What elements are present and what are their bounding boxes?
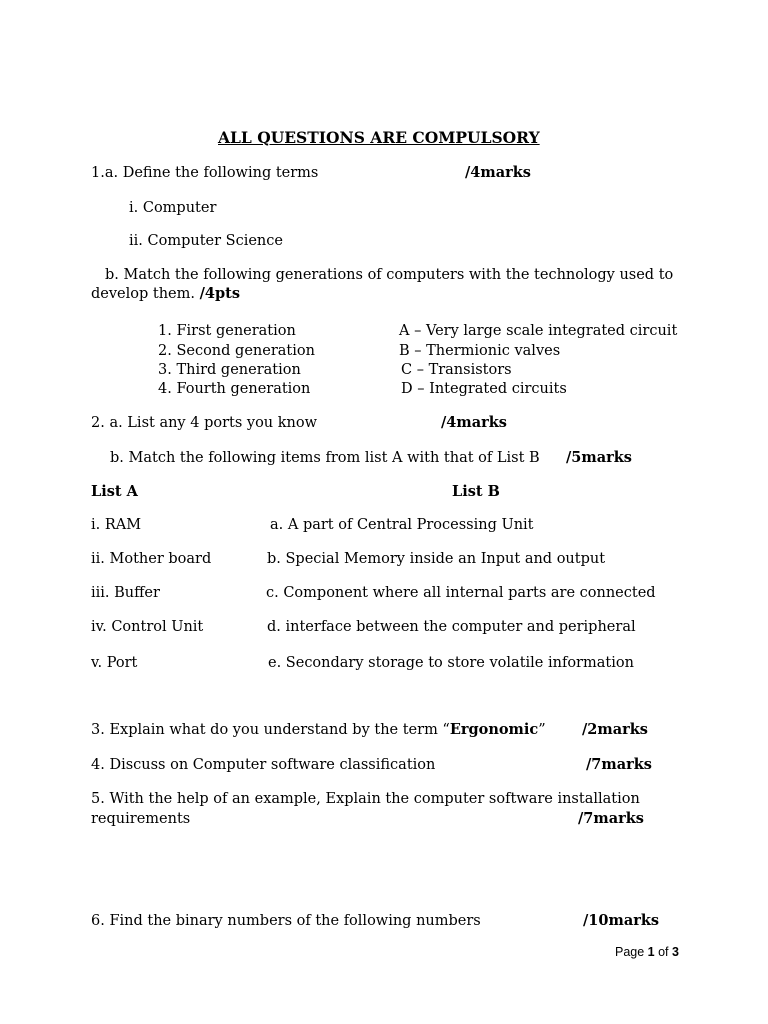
q1-term-1: i. Computer: [129, 200, 217, 216]
q2b-text: b. Match the following items from list A with that of List B: [110, 450, 540, 466]
page-number-prefix: Page: [615, 945, 648, 959]
list-b-item: e. Secondary storage to store volatile information: [268, 655, 634, 671]
q4-text: 4. Discuss on Computer software classification: [91, 757, 436, 773]
technology-c: C – Transistors: [401, 362, 512, 378]
q1b-marks: /4pts: [199, 285, 240, 302]
technology-d: D – Integrated circuits: [401, 381, 567, 397]
list-b-item: b. Special Memory inside an Input and output: [267, 551, 606, 567]
list-b-item: d. interface between the computer and peripheral: [267, 619, 636, 635]
technology-a: A – Very large scale integrated circuit: [399, 323, 678, 339]
q2b-marks: /5marks: [566, 449, 632, 466]
generation-4: 4. Fourth generation: [158, 381, 311, 397]
q3-term: Ergonomic: [449, 721, 539, 738]
q3-text-after: ”: [538, 722, 546, 738]
list-a-item: i. RAM: [91, 517, 142, 533]
q5-text-line2: requirements: [91, 811, 191, 827]
q6-marks: /10marks: [583, 912, 660, 929]
generation-3: 3. Third generation: [158, 362, 301, 378]
page-number-middle: of: [654, 945, 672, 959]
q3-marks: /2marks: [582, 721, 648, 738]
q3-text: [91, 721, 546, 739]
list-a-item: iii. Buffer: [91, 585, 160, 601]
page-number-total: 3: [672, 945, 679, 959]
q5-marks: /7marks: [578, 810, 644, 827]
technology-b: B – Thermionic valves: [399, 343, 561, 359]
generation-2: 2. Second generation: [158, 343, 315, 359]
q3-text-before: 3. Explain what do you understand by the term “: [91, 722, 450, 738]
q2a-marks: /4marks: [441, 414, 507, 431]
q1a-marks: /4marks: [465, 164, 531, 181]
q1a-text: 1.a. Define the following terms: [91, 165, 319, 181]
q2a-text: 2. a. List any 4 ports you know: [91, 415, 318, 431]
q1-term-2: ii. Computer Science: [129, 233, 283, 249]
q1b-text-line2: [91, 285, 240, 303]
page-number-current: 1: [647, 945, 655, 959]
list-b-item: a. A part of Central Processing Unit: [270, 517, 534, 533]
list-a-header: List A: [91, 483, 138, 500]
list-a-item: ii. Mother board: [91, 551, 212, 567]
page-title: ALL QUESTIONS ARE COMPULSORY: [218, 128, 540, 147]
q4-marks: /7marks: [586, 756, 652, 773]
list-b-header: List B: [452, 483, 500, 500]
q6-text: 6. Find the binary numbers of the following numbers: [91, 913, 481, 929]
list-a-item: v. Port: [91, 655, 138, 671]
q1b-text-line1: b. Match the following generations of computers with the technology used to: [105, 267, 674, 283]
q1b-text-line2-label: develop them.: [91, 286, 195, 302]
q5-text-line1: 5. With the help of an example, Explain the computer software installation: [91, 791, 640, 807]
list-b-item: c. Component where all internal parts are connected: [266, 585, 656, 601]
list-a-item: iv. Control Unit: [91, 619, 204, 635]
generation-1: 1. First generation: [158, 323, 296, 339]
page-number: [615, 943, 679, 961]
